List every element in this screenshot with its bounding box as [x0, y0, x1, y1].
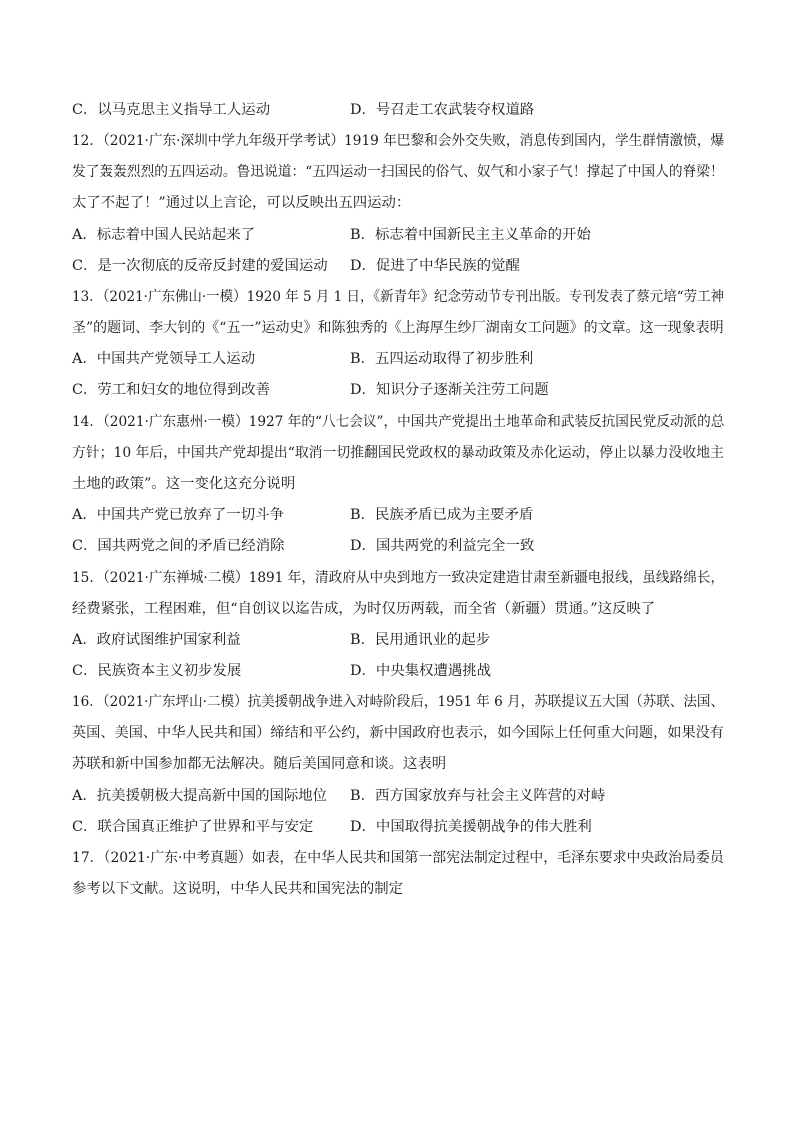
- q14-stem-line-1: 14．（2021·广东惠州·一模）1927 年的“八七会议”，中国共产党提出土地革命和武装反抗国民党反动派的总: [72, 414, 725, 430]
- q16-options-row-2: [72, 817, 732, 837]
- q12-stem-line-3: 太了不起了！”通过以上言论，可以反映出五四运动：: [72, 195, 411, 211]
- q13-option-d: D．知识分子逐渐关注劳工问题: [350, 382, 549, 398]
- q16-option-c: C．联合国真正维护了世界和平与安定: [72, 819, 314, 835]
- q16-options-row-1: [72, 786, 732, 806]
- q14-options-row-1: [72, 505, 732, 525]
- q16-option-a: A．抗美援朝极大提高新中国的国际地位: [72, 788, 328, 804]
- q15-option-d: D．中央集权遭遇挑战: [350, 663, 492, 679]
- q14-stem-line-2: 方针；10 年后，中国共产党却提出“取消一切推翻国民党政权的暴动政策及赤化运动，停止以暴力没收地主: [72, 445, 724, 461]
- q13-stem-line-1: 13．（2021·广东佛山·一模）1920 年 5 月 1 日，《新青年》纪念劳动节专刊出版。专刊发表了蔡元培“劳工神: [72, 289, 725, 305]
- q12-option-c: C．是一次彻底的反帝反封建的爱国运动: [72, 258, 328, 274]
- q14-option-d: D．国共两党的利益完全一致: [350, 538, 535, 554]
- q13-options-row-2: [72, 380, 732, 400]
- q15-options-row-2: [72, 661, 732, 681]
- q14-options-row-2: [72, 536, 732, 556]
- q16-stem-line-3: 苏联和新中国参加都无法解决。随后美国同意和谈。这表明: [72, 756, 447, 772]
- q15-option-c: C．民族资本主义初步发展: [72, 663, 242, 679]
- q16-option-d: D．中国取得抗美援朝战争的伟大胜利: [350, 819, 592, 835]
- q13-option-c: C．劳工和妇女的地位得到改善: [72, 382, 271, 398]
- q11-option-d: D．号召走工农武装夺权道路: [350, 102, 535, 118]
- q12-stem-line-1: 12．（2021·广东·深圳中学九年级开学考试）1919 年巴黎和会外交失败，消息传到国内，学生群情激愤，爆: [72, 133, 725, 149]
- q16-stem-line-1: 16．（2021·广东坪山·二模）抗美援朝战争进入对峙阶段后，1951 年 6 月，苏联提议五大国（苏联、法国、: [72, 694, 725, 710]
- q12-options-row-1: [72, 225, 732, 245]
- q14-option-c: C．国共两党之间的矛盾已经消除: [72, 538, 285, 554]
- q13-option-b: B．五四运动取得了初步胜利: [350, 351, 534, 367]
- q13-stem-line-2: 圣”的题词、李大钊的《“五一”运动史》和陈独秀的《上海厚生纱厂湖南女工问题》的文章。这一现象表明: [72, 320, 724, 336]
- q16-stem-line-2: 英国、美国、中华人民共和国）缔结和平公约，新中国政府也表示，如今国际上任何重大问题，如果没有: [72, 725, 724, 741]
- q12-option-a: A．标志着中国人民站起来了: [72, 227, 256, 243]
- q16-option-b: B．西方国家放弃与社会主义阵营的对峙: [350, 788, 606, 804]
- q12-option-b: B．标志着中国新民主主义革命的开始: [350, 227, 591, 243]
- q14-option-b: B．民族矛盾已成为主要矛盾: [350, 507, 534, 523]
- q15-option-b: B．民用通讯业的起步: [350, 632, 491, 648]
- q12-option-d: D．促进了中华民族的觉醒: [350, 258, 520, 274]
- q11-option-c: C．以马克思主义指导工人运动: [72, 102, 271, 118]
- q15-stem-line-1: 15．（2021·广东禅城·二模）1891 年，清政府从中央到地方一致决定建造甘肃至新疆电报线，虽线路绵长，: [72, 570, 725, 586]
- q14-stem-line-3: 土地的政策”。这一变化这充分说明: [72, 476, 296, 492]
- q12-options-row-2: [72, 256, 732, 276]
- q11-options-row-2: [72, 100, 732, 120]
- q17-stem-line-1: 17．（2021·广东·中考真题）如表，在中华人民共和国第一部宪法制定过程中，毛泽东要求中央政治局委员: [72, 850, 724, 866]
- q17-stem-line-2: 参考以下文献。这说明，中华人民共和国宪法的制定: [72, 881, 403, 897]
- q15-options-row-1: [72, 630, 732, 650]
- q15-option-a: A．政府试图维护国家利益: [72, 632, 241, 648]
- q13-option-a: A．中国共产党领导工人运动: [72, 351, 256, 367]
- q15-stem-line-2: 经费紧张，工程困难，但“自创议以迄告成，为时仅历两载，而全省（新疆）贯通。”这反映了: [72, 601, 656, 617]
- q12-stem-line-2: 发了轰轰烈烈的五四运动。鲁迅说道：“五四运动一扫国民的俗气、奴气和小家子气！撑起了中国人的脊梁！: [72, 164, 724, 180]
- q14-option-a: A．中国共产党已放弃了一切斗争: [72, 507, 284, 523]
- q13-options-row-1: [72, 349, 732, 369]
